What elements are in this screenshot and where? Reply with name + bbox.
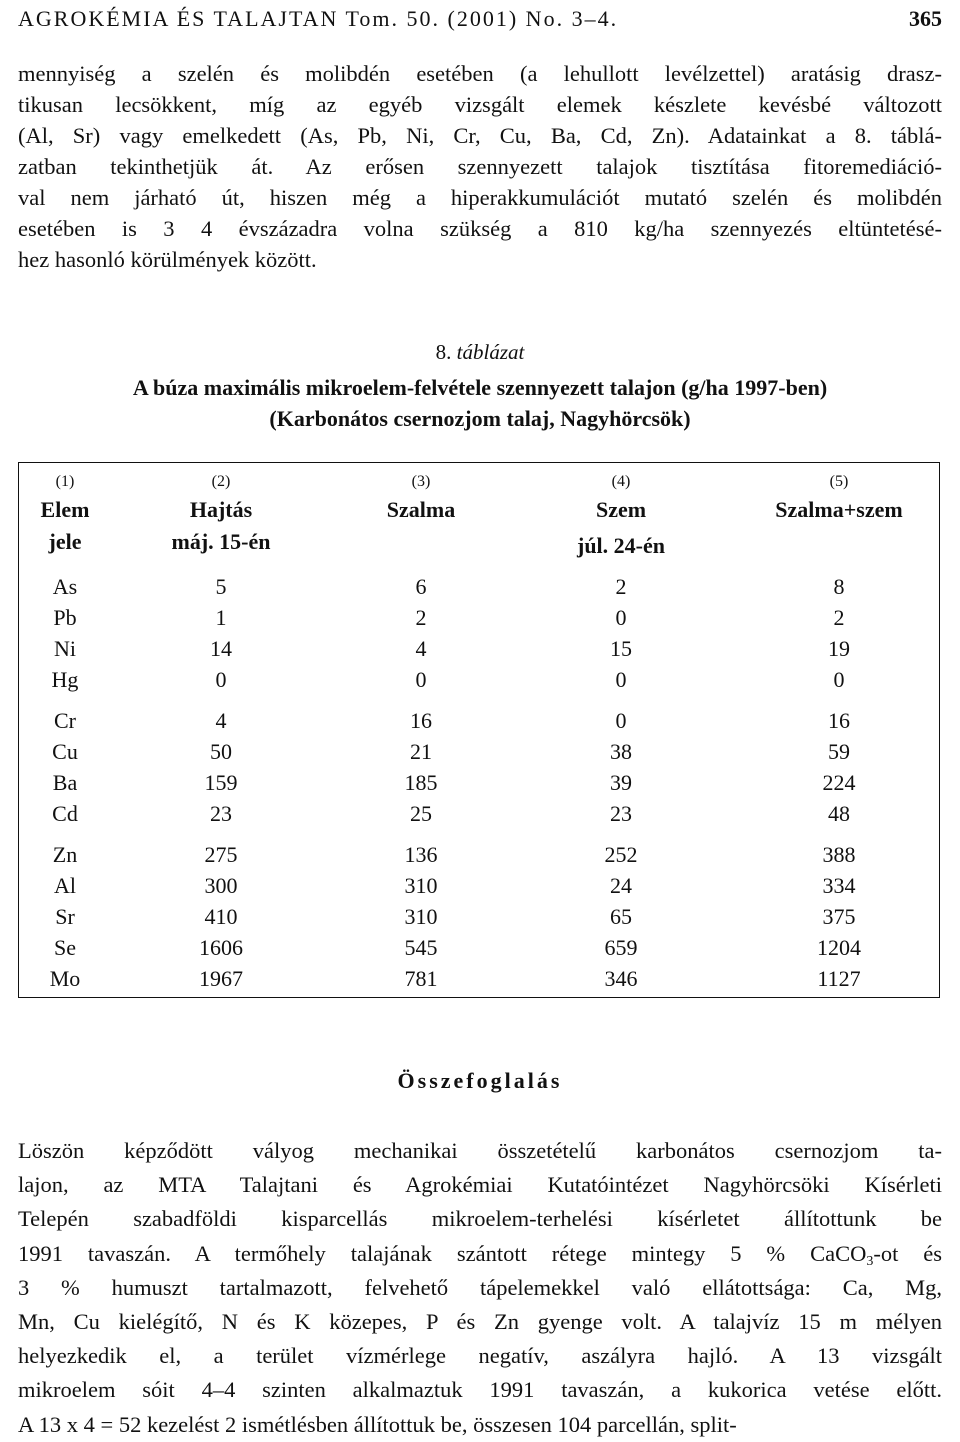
element-symbol-cell: As: [52, 574, 78, 599]
column-subheader: júl. 24-én: [577, 533, 665, 558]
text-line: Mn, Cu kielégítő, N és K közepes, P és Zn gyenge volt. A talajvíz 15 m mélyen: [18, 1309, 942, 1335]
table-cell: 781: [404, 966, 438, 991]
element-symbol-cell: Se: [54, 935, 76, 960]
table-cell: 23: [210, 801, 232, 826]
element-symbol-cell: Ba: [52, 770, 78, 795]
table-cell: 375: [822, 904, 856, 929]
text-line: val nem járható út, hiszen még a hiperakkumulációt mutató szelén és molibdén: [18, 185, 942, 210]
table-cell: 25: [410, 801, 432, 826]
table-number: 8.: [435, 340, 452, 364]
table-cell: 388: [822, 842, 856, 867]
column-header: Hajtás: [189, 497, 253, 522]
table-cell: 50: [210, 739, 232, 764]
table-cell: 136: [404, 842, 438, 867]
table-caption-title: [0, 372, 960, 434]
element-symbol-cell: Ni: [54, 636, 76, 661]
table-cell: 0: [615, 667, 627, 692]
element-symbol-cell: Sr: [55, 904, 75, 929]
table-cell: 159: [204, 770, 238, 795]
table-cell: 0: [415, 667, 427, 692]
table-cell: 275: [204, 842, 238, 867]
text-line: (Al, Sr) vagy emelkedett (As, Pb, Ni, Cr, Cu, Ba, Cd, Zn). Adatainkat a 8. táblá-: [18, 123, 942, 148]
column-header: Szalma+szem: [775, 497, 903, 522]
table-cell: 0: [615, 605, 627, 630]
text-line: 3 % humuszt tartalmazott, felvehető tápelemekkel való ellátottsága: Ca, Mg,: [18, 1274, 942, 1300]
chemical-subscript: 3: [866, 1253, 874, 1269]
text-line: helyezkedik el, a terület vízmérlege negatív, aszályra hajló. A 13 vizsgált: [18, 1343, 942, 1369]
table-cell: 224: [822, 770, 856, 795]
text-line: mennyiség a szelén és molibdén esetében (a lehullott levélzettel) aratásig drasz-: [18, 61, 942, 86]
body-paragraph-1: [18, 58, 942, 275]
paragraph-text: [18, 58, 942, 275]
text-line: esetében is 3 4 évszázadra volna szükség a 810 kg/ha szennyezés eltüntetésé-: [18, 216, 942, 241]
table-cell: 1204: [817, 935, 861, 960]
page-number: 365: [909, 6, 942, 31]
table-cell: 24: [610, 873, 632, 898]
element-symbol-cell: Cr: [54, 708, 76, 733]
table-title-line-1: A búza maximális mikroelem-felvétele szennyezett talajon (g/ha 1997-ben): [132, 375, 828, 400]
table-cell: 410: [204, 904, 238, 929]
text-line: A 13 x 4 = 52 kezelést 2 ismétlésben állítottuk be, összesen 104 parcellán, split-: [18, 1411, 737, 1437]
column-header: Szem: [595, 497, 647, 522]
table-cell: 0: [215, 667, 227, 692]
table-cell: 48: [828, 801, 850, 826]
table-title-line-2: (Karbonátos csernozjom talaj, Nagyhörcsök): [269, 406, 691, 431]
table-cell: 310: [404, 904, 438, 929]
table-cell: 1967: [199, 966, 243, 991]
data-table: [18, 462, 940, 998]
text-line: lajon, az MTA Talajtani és Agrokémiai Kutatóintézet Nagyhörcsöki Kísérleti: [18, 1172, 942, 1198]
table-cell: 14: [210, 636, 232, 661]
table-caption-number: [0, 340, 960, 365]
table-cell: 659: [604, 935, 638, 960]
table-cell: 0: [833, 667, 845, 692]
column-number: (5): [829, 473, 849, 490]
column-number: (3): [411, 473, 431, 490]
element-symbol-cell: Cd: [52, 801, 78, 826]
column-number: (2): [211, 473, 231, 490]
text-line: mikroelem sóit 4–4 szinten alkalmaztuk 1991 tavaszán, a kukorica vetése előtt.: [18, 1377, 942, 1403]
table-cell: 346: [604, 966, 638, 991]
table-cell: 2: [615, 574, 627, 599]
column-number: (1): [55, 473, 75, 490]
column-number: (4): [611, 473, 631, 490]
table-label: táblázat: [456, 340, 525, 364]
table-cell: 1606: [199, 935, 243, 960]
element-symbol-cell: Hg: [51, 667, 79, 692]
text-line: Löszön képződött vályog mechanikai összetételű karbonátos csernozjom ta-: [18, 1138, 942, 1163]
table-cell: 545: [404, 935, 438, 960]
table-cell: 6: [415, 574, 427, 599]
table-cell: 16: [828, 708, 850, 733]
text-line: tikusan lecsökkent, míg az egyéb vizsgált elemek készlete kevésbé változott: [18, 92, 942, 117]
table-cell: 300: [204, 873, 238, 898]
table-cell: 15: [610, 636, 632, 661]
table-cell: 59: [828, 739, 850, 764]
column-header: Elem: [40, 497, 90, 522]
column-header: Szalma: [386, 497, 456, 522]
table-cell: 310: [404, 873, 438, 898]
table-cell: 16: [410, 708, 432, 733]
text-line: Telepén szabadföldi kisparcellás mikroelem-terhelési kísérletet állítottunk be: [18, 1206, 942, 1232]
element-symbol-cell: Mo: [49, 966, 81, 991]
journal-title: AGROKÉMIA ÉS TALAJTAN Tom. 50. (2001) No. 3–4.: [18, 6, 619, 31]
text-line: hez hasonló körülmények között.: [18, 247, 317, 272]
element-symbol-cell: Cu: [52, 739, 78, 764]
table-cell: 1: [215, 605, 227, 630]
text-line: zatban tekinthetjük át. Az erősen szennyezett talajok tisztítása fitoremediáció-: [18, 154, 942, 179]
table-cell: 65: [610, 904, 632, 929]
table-cell: 2: [415, 605, 427, 630]
table-cell: 23: [610, 801, 632, 826]
table-cell: 0: [615, 708, 627, 733]
table-cell: 38: [610, 739, 632, 764]
table-cell: 8: [833, 574, 845, 599]
table-cell: 4: [215, 708, 227, 733]
table-cell: 1127: [817, 966, 861, 991]
table-cell: 185: [404, 770, 438, 795]
table-cell: 39: [610, 770, 632, 795]
text-line: 1991 tavaszán. A termőhely talajának szántott rétege mintegy 5 % CaCO$_3$-ot és: [18, 1240, 942, 1269]
running-head: [18, 6, 942, 32]
table-cell: 334: [822, 873, 856, 898]
table-cell: 19: [828, 636, 850, 661]
paragraph-text: [18, 1134, 942, 1442]
column-subheader: jele: [48, 529, 82, 554]
table-cell: 2: [833, 605, 845, 630]
column-subheader: máj. 15-én: [171, 529, 271, 554]
table-cell: 4: [415, 636, 427, 661]
element-symbol-cell: Al: [54, 873, 76, 898]
element-symbol-cell: Zn: [52, 842, 78, 867]
table-cell: 21: [410, 739, 432, 764]
body-paragraph-2: [18, 1134, 942, 1442]
element-symbol-cell: Pb: [53, 605, 77, 630]
table-cell: 252: [604, 842, 638, 867]
table-cell: 5: [215, 574, 227, 599]
section-heading: Összefoglalás: [397, 1068, 563, 1093]
